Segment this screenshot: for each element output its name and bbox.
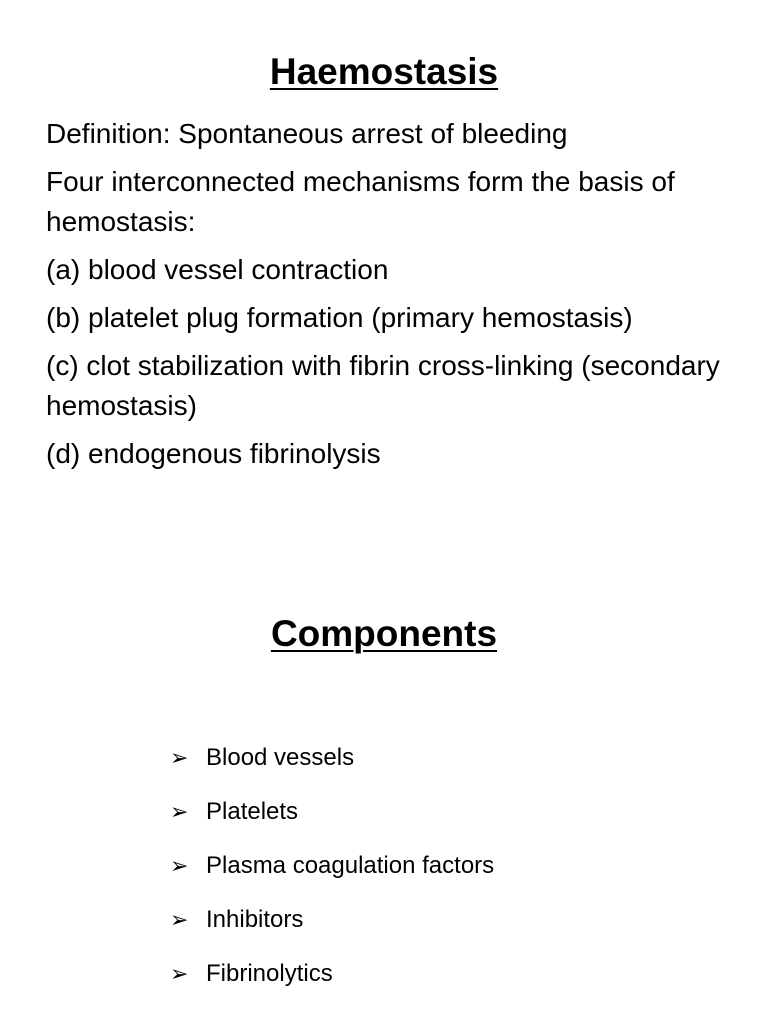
list-item: [170, 792, 494, 846]
mechanism-item: (d) endogenous fibrinolysis: [46, 438, 381, 469]
component-label: Plasma coagulation factors: [206, 852, 495, 879]
arrow-bullet-icon: ➢: [170, 907, 189, 932]
mechanisms-intro: Four interconnected mechanisms form the basis of hemostasis:: [46, 166, 675, 237]
component-label: Platelets: [206, 798, 299, 825]
mechanism-item: (c) clot stabilization with fibrin cross-linking (secondary hemostasis): [46, 350, 720, 421]
arrow-bullet-icon: ➢: [170, 799, 189, 824]
arrow-bullet-icon: ➢: [170, 745, 189, 770]
page-title: Haemostasis: [269, 51, 499, 92]
list-item: [170, 738, 494, 792]
list-item: [170, 900, 494, 954]
component-label: Fibrinolytics: [206, 960, 333, 987]
component-label: Inhibitors: [206, 906, 304, 933]
components-title: Components: [270, 613, 498, 654]
mechanism-item: (b) platelet plug formation (primary hemostasis): [46, 302, 633, 333]
components-list: [170, 738, 494, 1008]
component-label: Blood vessels: [206, 744, 355, 771]
list-item: [170, 954, 494, 1008]
definition-block: [46, 114, 736, 482]
mechanism-item: (a) blood vessel contraction: [46, 254, 389, 285]
arrow-bullet-icon: ➢: [170, 853, 189, 878]
list-item: [170, 846, 494, 900]
arrow-bullet-icon: ➢: [170, 961, 189, 986]
definition-text: Definition: Spontaneous arrest of bleeding: [46, 118, 568, 149]
